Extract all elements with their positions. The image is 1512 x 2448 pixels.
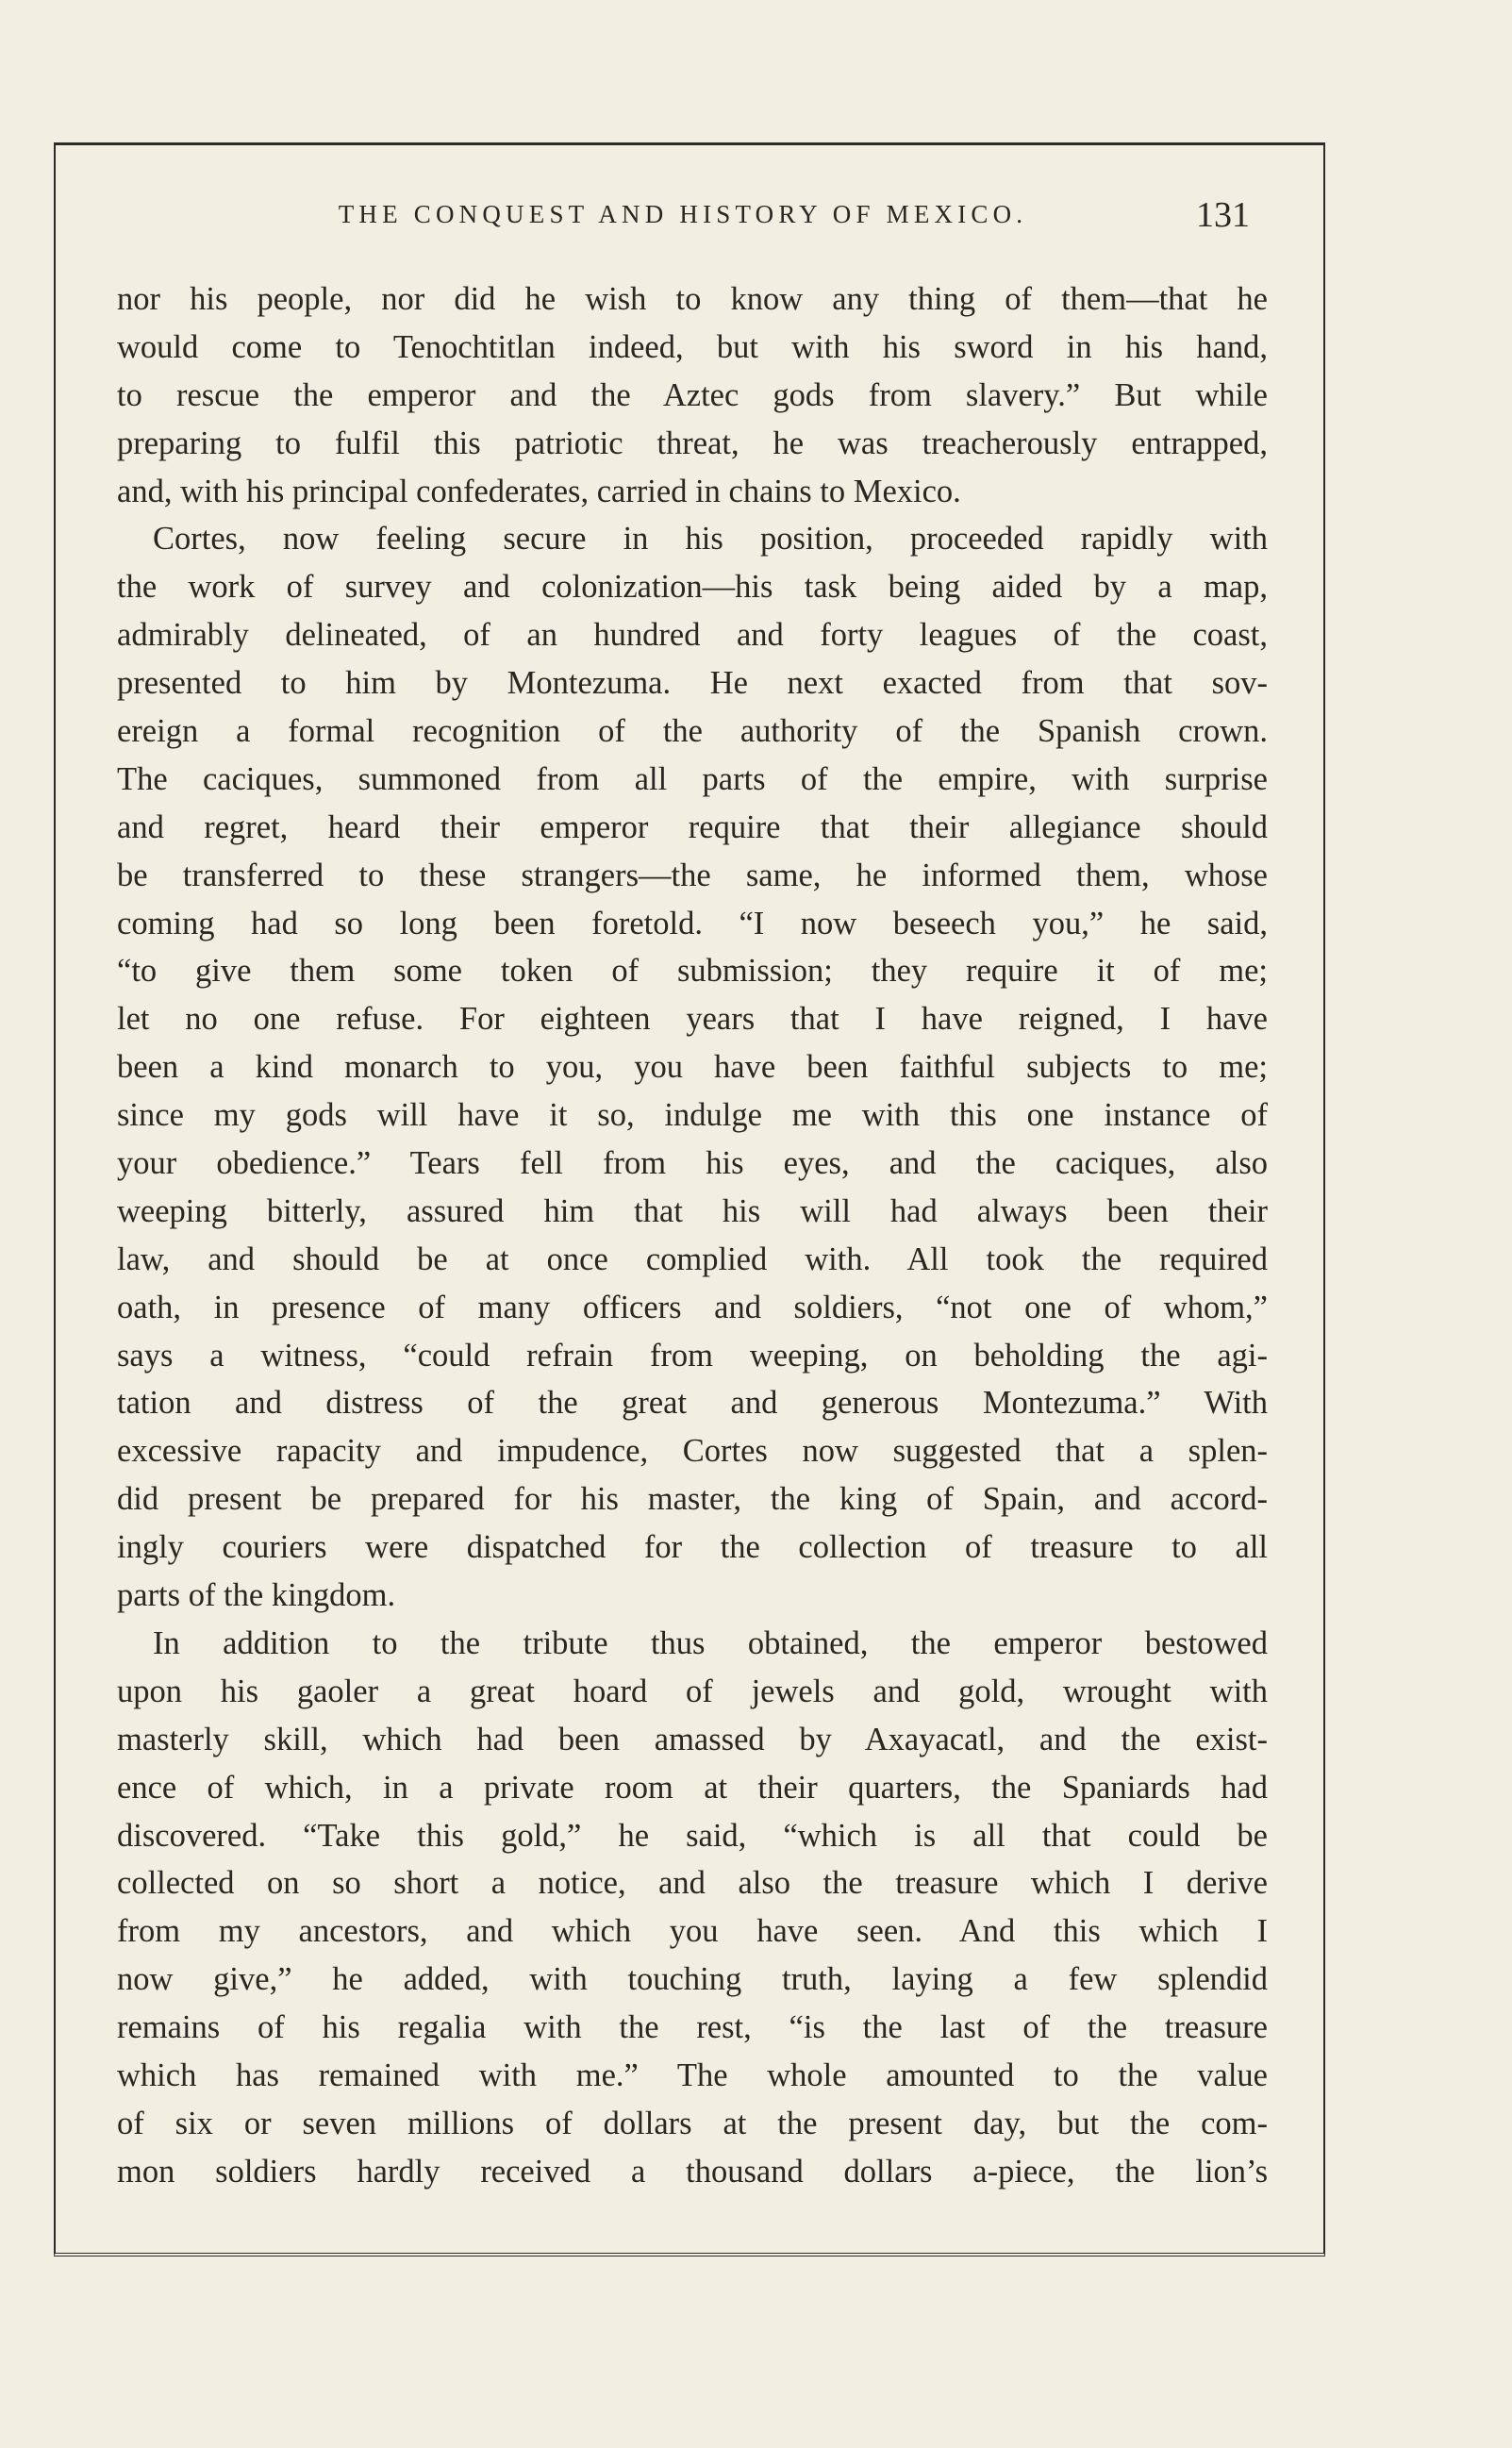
text-line: be transferred to these strangers—the same, he informed them, whose — [117, 857, 1268, 893]
text-line: admirably delineated, of an hundred and forty leagues of the coast, — [117, 617, 1268, 654]
text-line: law, and should be at once complied with. All took the required — [117, 1241, 1268, 1277]
text-line: would come to Tenochtitlan indeed, but with his sword in his hand, — [117, 328, 1268, 365]
text-line: to rescue the emperor and the Aztec gods from slavery.” But while — [117, 376, 1268, 413]
text-line: let no one refuse. For eighteen years that I have reigned, I have — [117, 1001, 1268, 1038]
text-line: did present be prepared for his master, the king of Spain, and accord- — [117, 1481, 1268, 1518]
text-line: nor his people, nor did he wish to know any thing of them—that he — [117, 281, 1268, 317]
body-text — [117, 275, 1268, 2196]
text-line: coming had so long been foretold. “I now beseech you,” he said, — [117, 905, 1268, 941]
text-line: presented to him by Montezuma. He next exacted from that sov- — [117, 665, 1268, 702]
text-line: mon soldiers hardly received a thousand dollars a-piece, the lion’s — [117, 2153, 1268, 2190]
text-line: weeping bitterly, assured him that his will had always been their — [117, 1192, 1268, 1229]
text-line: ingly couriers were dispatched for the collection of treasure to all — [117, 1529, 1268, 1566]
text-line: upon his gaoler a great hoard of jewels and gold, wrought with — [117, 1673, 1268, 1709]
text-line: from my ancestors, and which you have seen. And this which I — [117, 1913, 1268, 1950]
text-line: ence of which, in a private room at their quarters, the Spaniards had — [117, 1769, 1268, 1806]
text-line: masterly skill, which had been amassed by Axayacatl, and the exist- — [117, 1721, 1268, 1757]
text-line: and regret, heard their emperor require that their allegiance should — [117, 808, 1268, 845]
text-line: The caciques, summoned from all parts of the empire, with surprise — [117, 760, 1268, 797]
text-line: remains of his regalia with the rest, “is the last of the treasure — [117, 2009, 1268, 2046]
text-line: your obedience.” Tears fell from his eyes, and the caciques, also — [117, 1145, 1268, 1182]
text-line: tation and distress of the great and generous Montezuma.” With — [117, 1385, 1268, 1422]
text-line: parts of the kingdom. — [117, 1577, 396, 1614]
text-line: says a witness, “could refrain from weeping, on beholding the agi- — [117, 1337, 1268, 1374]
text-line: and, with his principal confederates, carried in chains to Mexico. — [117, 473, 961, 509]
text-line: In addition to the tribute thus obtained, the emperor bestowed — [153, 1624, 1268, 1661]
text-line: preparing to fulfil this patriotic threat, he was treacherously entrapped, — [117, 425, 1268, 461]
text-line: excessive rapacity and impudence, Cortes now suggested that a splen- — [117, 1433, 1268, 1470]
text-line: since my gods will have it so, indulge me with this one instance of — [117, 1097, 1268, 1134]
text-line: been a kind monarch to you, you have been faithful subjects to me; — [117, 1049, 1268, 1086]
page-number: 131 — [1196, 195, 1250, 235]
text-line: discovered. “Take this gold,” he said, “which is all that could be — [117, 1817, 1268, 1854]
text-line: the work of survey and colonization—his task being aided by a map, — [117, 569, 1268, 606]
text-line: “to give them some token of submission; they require it of me; — [117, 953, 1268, 990]
text-line: which has remained with me.” The whole amounted to the value — [117, 2057, 1268, 2093]
text-line: of six or seven millions of dollars at the present day, but the com- — [117, 2105, 1268, 2141]
text-line: oath, in presence of many officers and soldiers, “not one of whom,” — [117, 1289, 1268, 1325]
text-line: Cortes, now feeling secure in his position, proceeded rapidly with — [153, 521, 1268, 558]
running-head-title: THE CONQUEST AND HISTORY OF MEXICO. — [338, 200, 1028, 228]
text-line: collected on so short a notice, and also the treasure which I derive — [117, 1865, 1268, 1902]
text-line: ereign a formal recognition of the authority of the Spanish crown. — [117, 713, 1268, 750]
text-line: now give,” he added, with touching truth, laying a few splendid — [117, 1961, 1268, 1998]
